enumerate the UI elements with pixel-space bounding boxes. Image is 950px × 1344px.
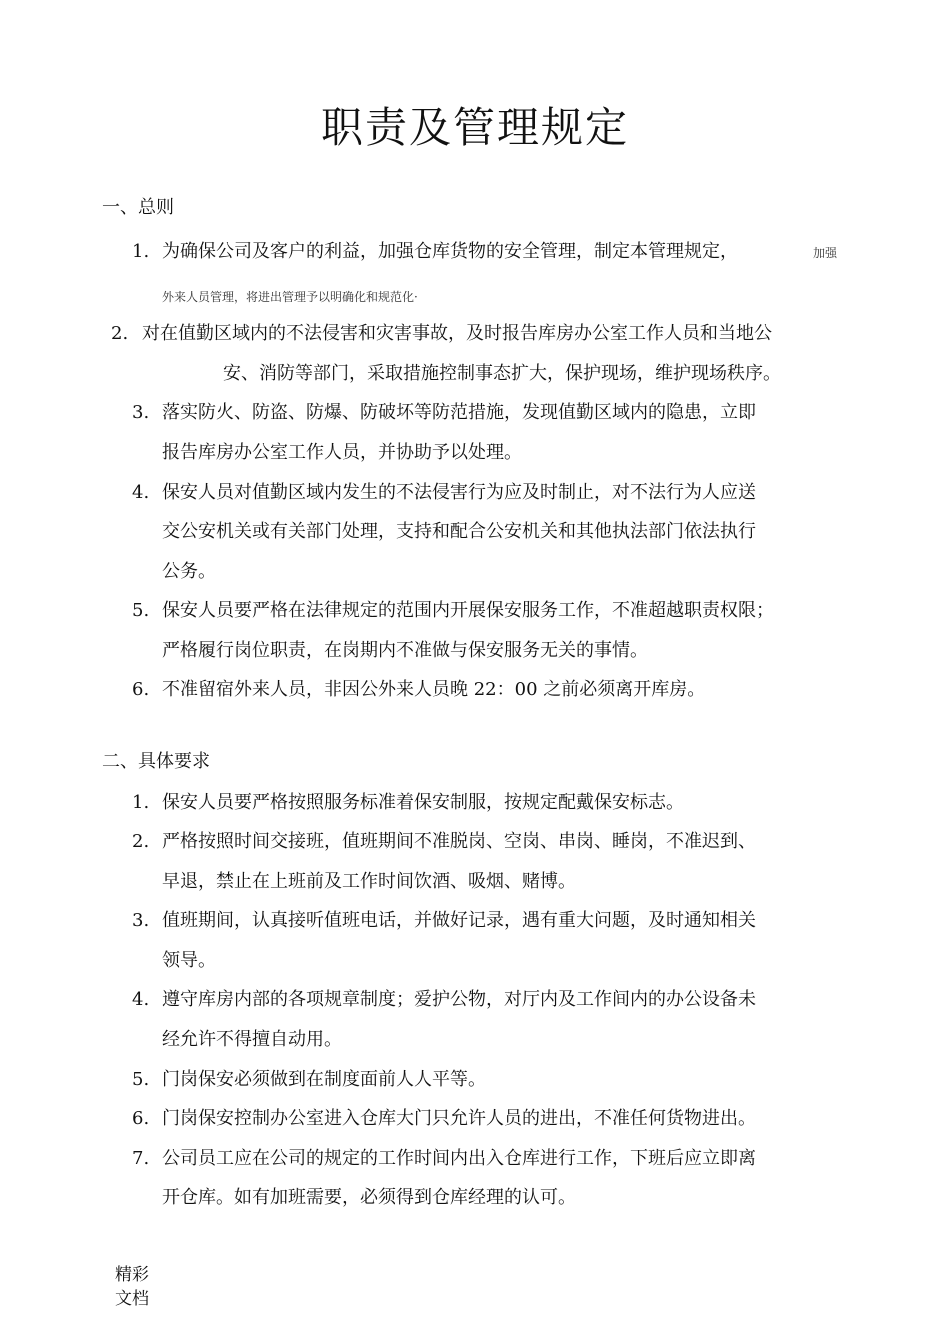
list-item-text: 不准留宿外来人员，非因公外来人员晚 22：00 之前必须离开库房。 xyxy=(162,679,706,700)
list-item-text: 遵守库房内部的各项规章制度；爱护公物，对厅内及工作间内的办公设备未 xyxy=(162,989,756,1010)
footer-line: 精彩 xyxy=(115,1265,149,1285)
list-item-text: 报告库房办公室工作人员，并协助予以处理。 xyxy=(162,442,522,463)
list-item-number: 5. xyxy=(132,600,150,621)
list-item-number: 1. xyxy=(132,792,150,813)
section-heading-general: 一、总则 xyxy=(102,197,174,218)
list-item-small-text: 外来人员管理，将进出管理予以明确化和规范化· xyxy=(162,290,418,304)
list-item-number: 5. xyxy=(132,1069,150,1090)
list-item-text: 保安人员要严格在法律规定的范围内开展保安服务工作，不准超越职责权限； xyxy=(162,600,774,621)
list-item-text: 门岗保安必须做到在制度面前人人平等。 xyxy=(162,1069,486,1090)
list-item-text: 安、消防等部门，采取措施控制事态扩大，保护现场，维护现场秩序。 xyxy=(223,363,781,384)
list-item-number: 3. xyxy=(132,402,150,423)
list-item-text: 经允许不得擅自动用。 xyxy=(162,1029,342,1050)
section-heading-requirements: 二、具体要求 xyxy=(102,751,210,772)
list-item-text: 值班期间，认真接听值班电话，并做好记录，遇有重大问题，及时通知相关 xyxy=(162,910,756,931)
list-item-text: 交公安机关或有关部门处理，支持和配合公安机关和其他执法部门依法执行 xyxy=(162,521,756,542)
list-item-text: 领导。 xyxy=(162,950,216,971)
list-item-text: 保安人员要严格按照服务标准着保安制服，按规定配戴保安标志。 xyxy=(162,792,684,813)
list-item-number: 1. xyxy=(132,241,150,262)
document-title: 职责及管理规定 xyxy=(320,103,629,152)
list-item-text: 早退，禁止在上班前及工作时间饮酒、吸烟、赌博。 xyxy=(162,871,576,892)
list-item-text: 保安人员对值勤区域内发生的不法侵害行为应及时制止，对不法行为人应送 xyxy=(162,482,756,503)
list-item-text: 对在值勤区域内的不法侵害和灾害事故，及时报告库房办公室工作人员和当地公 xyxy=(142,323,772,344)
list-item-text: 开仓库。如有加班需要，必须得到仓库经理的认可。 xyxy=(162,1187,576,1208)
list-item-number: 2. xyxy=(111,323,129,344)
list-item-text: 公务。 xyxy=(162,561,216,582)
list-item-number: 7. xyxy=(132,1148,150,1169)
list-item-number: 4. xyxy=(132,482,150,503)
list-item-number: 6. xyxy=(132,1108,150,1129)
list-item-number: 2. xyxy=(132,831,150,852)
footer-line: 文档 xyxy=(115,1289,149,1309)
list-item-number: 4. xyxy=(132,989,150,1010)
list-item-text: 严格履行岗位职责，在岗期内不准做与保安服务无关的事情。 xyxy=(162,640,648,661)
list-item-text: 落实防火、防盗、防爆、防破坏等防范措施，发现值勤区域内的隐患，立即 xyxy=(162,402,756,423)
list-item-small-text: 加强 xyxy=(813,246,838,260)
list-item-text: 公司员工应在公司的规定的工作时间内出入仓库进行工作，下班后应立即离 xyxy=(162,1148,756,1169)
list-item-text: 门岗保安控制办公室进入仓库大门只允许人员的进出，不准任何货物进出。 xyxy=(162,1108,756,1129)
list-item-number: 3. xyxy=(132,910,150,931)
footer-watermark xyxy=(115,1263,149,1311)
list-item-number: 6. xyxy=(132,679,150,700)
list-item-text: 严格按照时间交接班，值班期间不准脱岗、空岗、串岗、睡岗，不准迟到、 xyxy=(162,831,756,852)
list-item-text: 为确保公司及客户的利益，加强仓库货物的安全管理，制定本管理规定， xyxy=(162,241,738,262)
